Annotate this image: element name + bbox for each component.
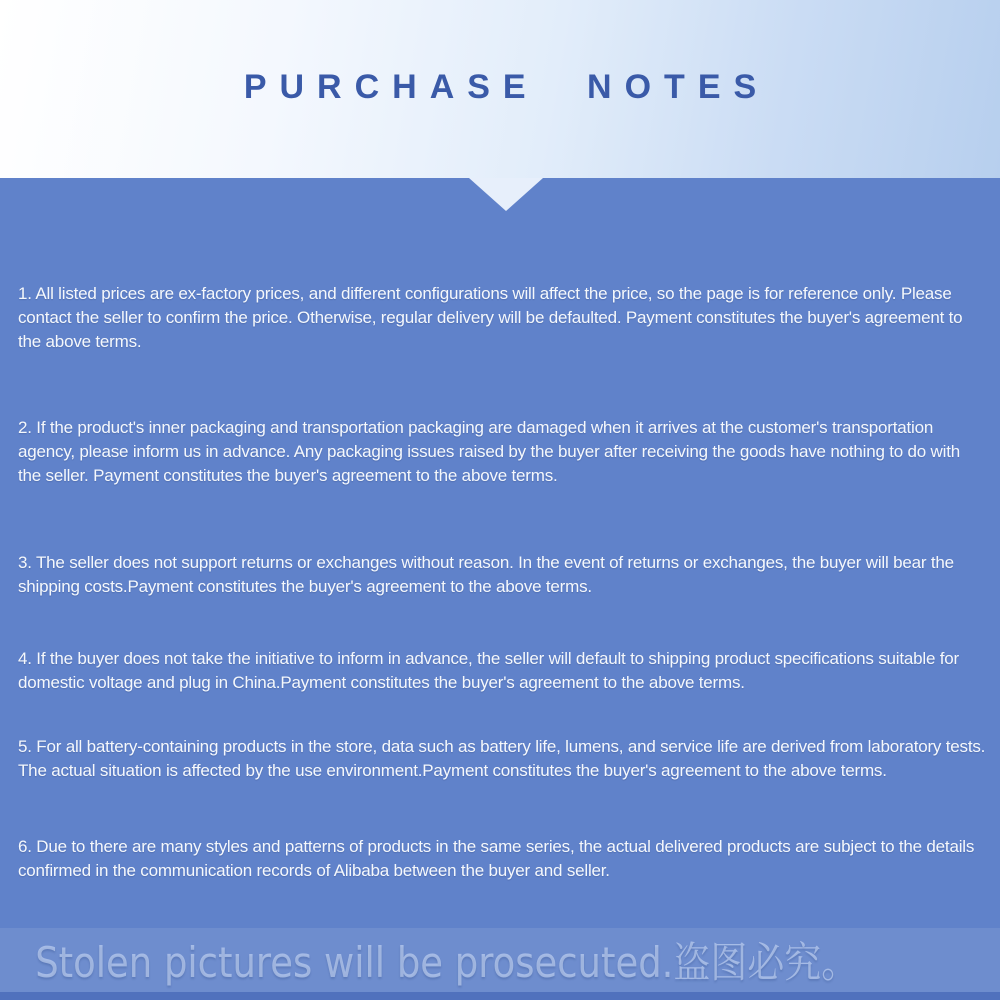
header-notch-triangle (469, 178, 543, 211)
note-item-1: 1. All listed prices are ex-factory prices, and different configurations will affect the price, so the page is for reference only. Please contact the seller to confirm the price. Otherwise, regular delivery will be defaulted. Payment constitutes the buyer's agreement to the above terms. (18, 284, 963, 351)
watermark-text: Stolen pictures will be prosecuted.盗图必究。 (35, 938, 859, 987)
note-item-5: 5. For all battery-containing products in the store, data such as battery life, lumens, and service life are derived from laboratory tests. The actual situation is affected by the use environment.Payment constitutes the buyer's agreement to the above terms. (18, 737, 986, 780)
watermark-band (0, 928, 1000, 992)
header (0, 0, 1000, 178)
note-item-3: 3. The seller does not support returns or exchanges without reason. In the event of returns or exchanges, the buyer will bear the shipping costs.Payment constitutes the buyer's agreement to the above terms. (18, 553, 954, 596)
bottom-edge-strip (0, 992, 1000, 1000)
notes-panel (0, 178, 1000, 1000)
note-item-4: 4. If the buyer does not take the initiative to inform in advance, the seller will default to shipping product specifications suitable for domestic voltage and plug in China.Payment constitutes the buyer's agreement to the above terms. (18, 649, 960, 692)
page-title: PURCHASE NOTES (243, 68, 770, 106)
note-item-6: 6. Due to there are many styles and patterns of products in the same series, the actual delivered products are subject to the details confirmed in the communication records of Alibaba between the buyer and seller. (18, 837, 975, 880)
note-item-2: 2. If the product's inner packaging and transportation packaging are damaged when it arrives at the customer's transportation agency, please inform us in advance. Any packaging issues raised by the buyer after receiving the goods have nothing to do with the seller. Payment constitutes the buyer's agreement to the above terms. (18, 418, 960, 485)
notes-list (18, 282, 986, 883)
